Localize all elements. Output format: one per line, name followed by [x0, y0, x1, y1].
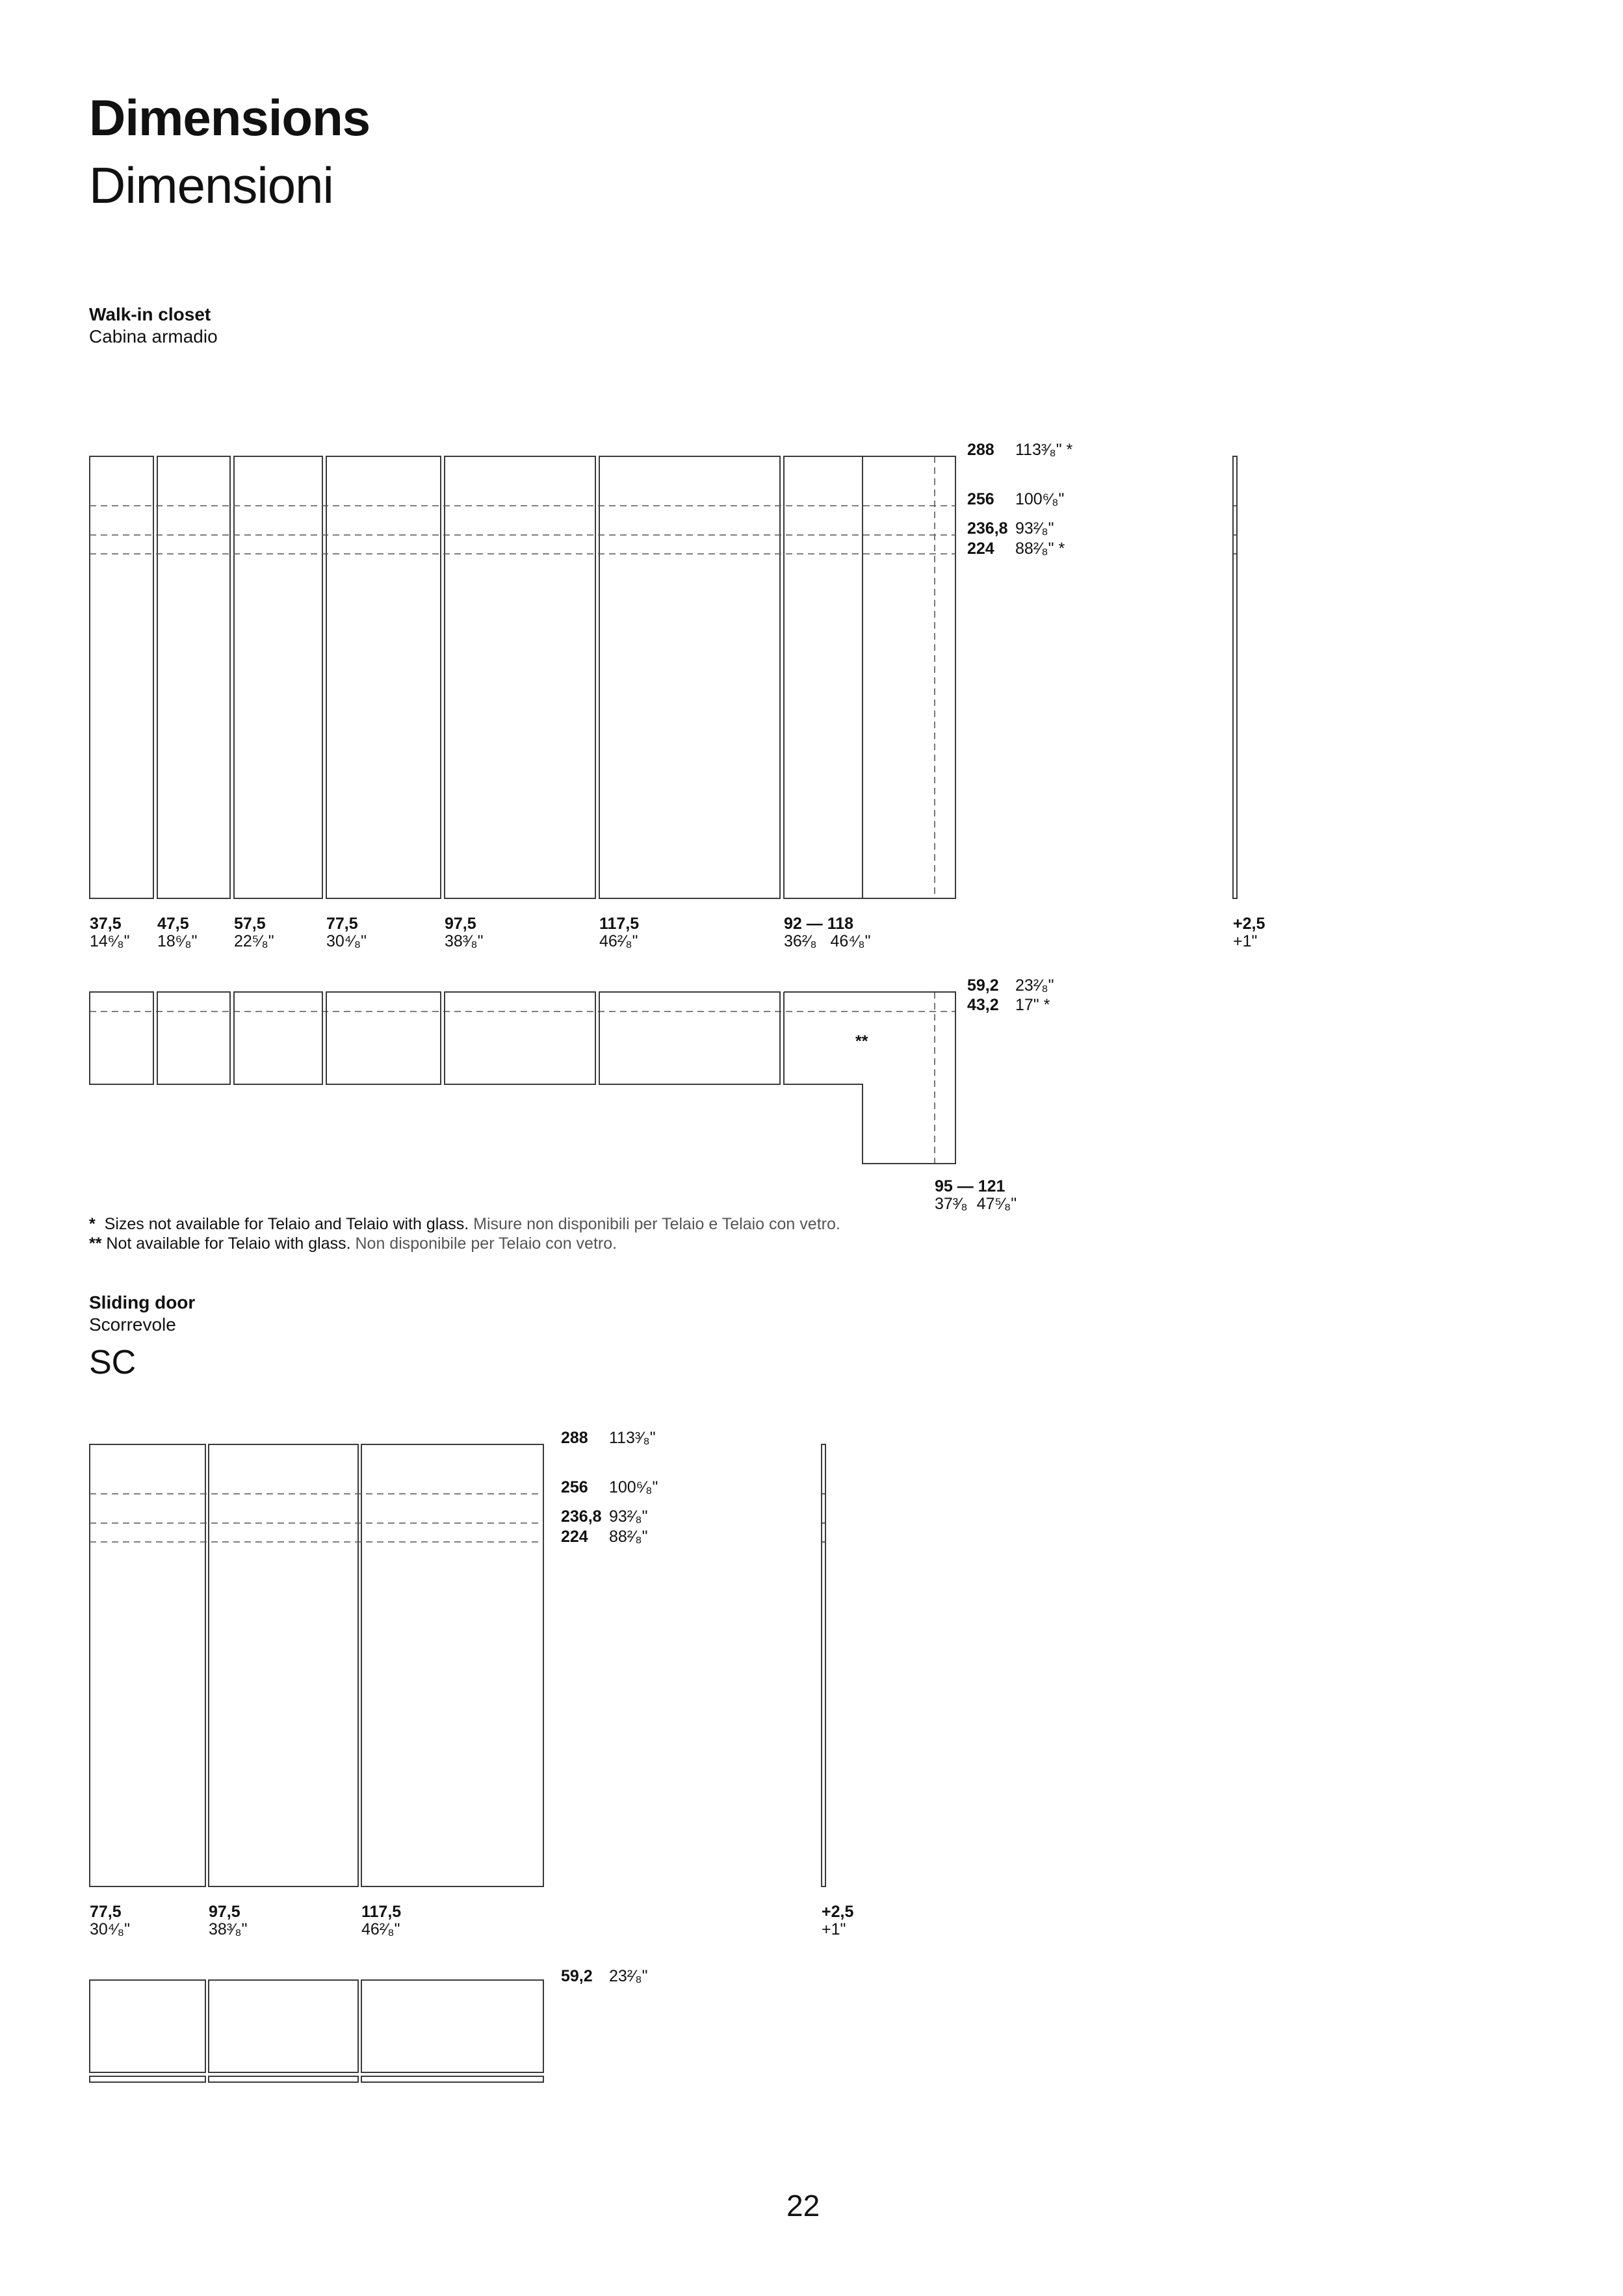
walk-in-panel-corner [784, 456, 955, 898]
walk-in-width-47-5: 47,5 18⁶⁄₈" [157, 915, 198, 950]
walk-in-panel-37-5 [90, 456, 153, 898]
walk-in-panel-57-5 [234, 456, 322, 898]
sliding-panel-117-5 [361, 1444, 543, 1886]
walk-in-depth-43-2: 43,2 17" * [967, 996, 1050, 1014]
sliding-plan-77-5 [90, 1980, 205, 2072]
walk-in-height-224: 224 88²⁄₈" * [967, 540, 1065, 558]
sliding-title: Sliding door [89, 1292, 196, 1312]
walk-in-depth-59-2: 59,2 23²⁄₈" [967, 976, 1054, 995]
sliding-height-288: 288 113³⁄₈" [561, 1429, 656, 1447]
page-number: 22 [786, 2189, 820, 2223]
sliding-panel-97-5 [209, 1444, 358, 1886]
walk-in-width-117-5: 117,5 46²⁄₈" [599, 915, 640, 950]
walk-in-corner-depth: 95 — 121 37³⁄₈ 47⁵⁄₈" [935, 1177, 1017, 1213]
walk-in-panel-117-5 [599, 456, 780, 898]
walk-in-panel-77-5 [326, 456, 441, 898]
walk-in-side-profile [1233, 456, 1237, 898]
sliding-code: SC [89, 1344, 136, 1381]
sliding-track-2 [209, 2076, 358, 2082]
sliding-subtitle: Scorrevole [89, 1314, 176, 1335]
walk-in-plan-57-5 [234, 992, 322, 1084]
walk-in-height-236-8: 236,8 93²⁄₈" [967, 519, 1054, 538]
walk-in-panel-47-5 [157, 456, 230, 898]
walk-in-width-corner: 92 — 118 36²⁄₈ 46⁴⁄₈" [784, 915, 871, 950]
walk-in-subtitle: Cabina armadio [89, 326, 218, 346]
walk-in-plan-117-5 [599, 992, 780, 1084]
walk-in-plan-37-5 [90, 992, 153, 1084]
sliding-side-profile [822, 1444, 825, 1886]
walk-in-width-77-5: 77,5 30⁴⁄₈" [326, 915, 367, 950]
sliding-depth-59-2: 59,2 23²⁄₈" [561, 1967, 648, 1985]
walk-in-width-97-5: 97,5 38³⁄₈" [445, 915, 484, 950]
walk-in-side-offset: +2,5 +1" [1233, 915, 1266, 950]
sliding-height-236-8: 236,8 93²⁄₈" [561, 1507, 648, 1526]
sliding-panel-77-5 [90, 1444, 205, 1886]
page-title: Dimensions [89, 89, 370, 146]
sliding-width-117-5: 117,5 46²⁄₈" [361, 1903, 402, 1938]
sliding-track-1 [90, 2076, 205, 2082]
note-double-star: ** Not available for Telaio with glass. Non disponibile per Telaio con vetro. [89, 1234, 617, 1253]
sliding-plan-117-5 [361, 1980, 543, 2072]
sliding-side-offset: +2,5 +1" [822, 1903, 854, 1938]
walk-in-title: Walk-in closet [89, 304, 211, 324]
sliding-width-77-5: 77,5 30⁴⁄₈" [90, 1903, 130, 1938]
sliding-height-224: 224 88²⁄₈" [561, 1528, 648, 1546]
walk-in-plan-97-5 [445, 992, 595, 1084]
walk-in-panel-97-5 [445, 456, 595, 898]
walk-in-height-288: 288 113³⁄₈" * [967, 441, 1073, 459]
sliding-plan-97-5 [209, 1980, 358, 2072]
walk-in-width-57-5: 57,5 22⁵⁄₈" [234, 915, 274, 950]
walk-in-width-37-5: 37,5 14⁶⁄₈" [90, 915, 130, 950]
walk-in-plan-77-5 [326, 992, 441, 1084]
note-single-star: * Sizes not available for Telaio and Telaio with glass. Misure non disponibili per Telaio e Telaio con vetro. [89, 1215, 840, 1233]
walk-in-height-256: 256 100⁶⁄₈" [967, 490, 1065, 508]
sliding-height-256: 256 100⁶⁄₈" [561, 1478, 658, 1496]
sliding-width-97-5: 97,5 38³⁄₈" [209, 1903, 248, 1938]
walk-in-plan-47-5 [157, 992, 230, 1084]
sliding-track-3 [361, 2076, 543, 2082]
walk-in-plan-corner [784, 992, 955, 1164]
walk-in-double-star: ** [855, 1032, 868, 1050]
page-subtitle: Dimensioni [89, 157, 333, 214]
